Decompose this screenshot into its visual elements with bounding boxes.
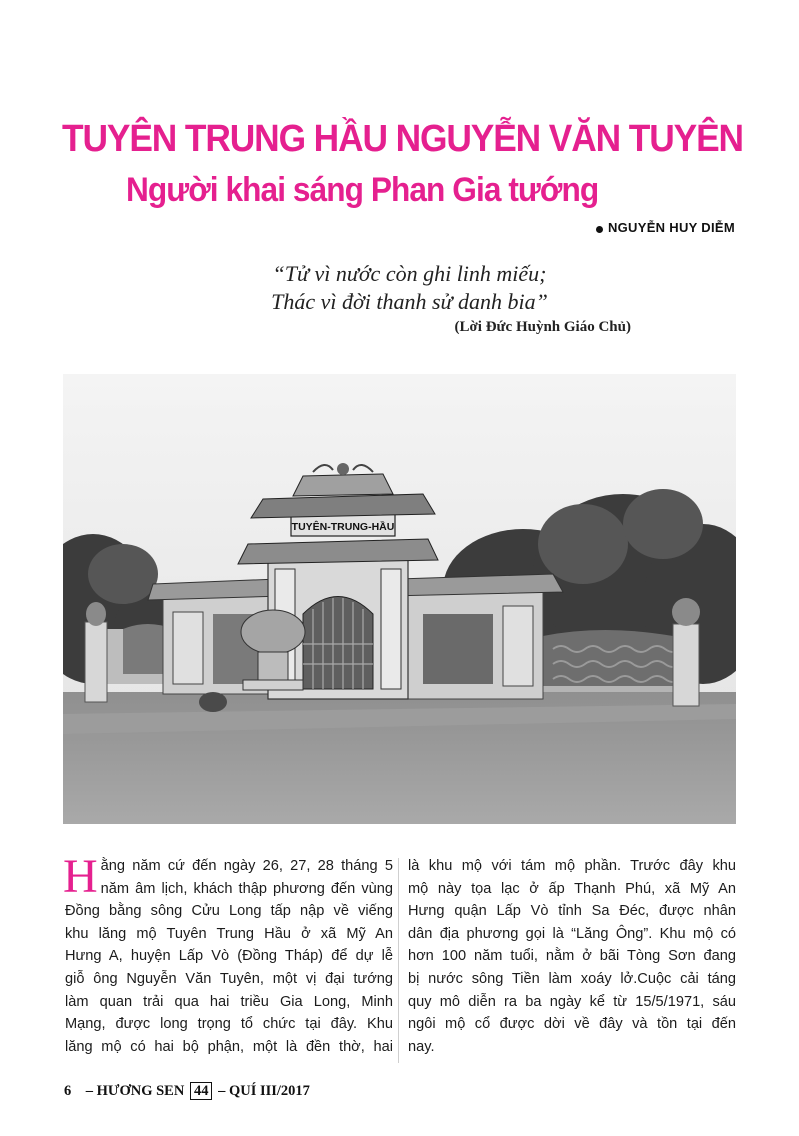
epigraph-line2: Thác vì đời thanh sử danh bia” [271,289,548,314]
body-line: mộ này tọa lạc ở ấp Thạnh Phú, xã Mỹ An [408,880,736,897]
body-line: lăng mộ có hai bộ phận, một là đền thờ, hai [65,1038,393,1055]
epigraph-line1: “Tử vì nước còn ghi linh miếu; [272,261,547,286]
body-line: năm âm lịch, khách thập phương đến vùng [100,880,393,897]
epigraph-attribution: (Lời Đức Huỳnh Giáo Chủ) [454,319,631,335]
body-line: hơn 100 năm tuổi, nằm ở bãi Tòng Sơn đang [408,948,736,965]
body-line: Hưng A, huyện Lấp Vò (Đồng Tháp) để dự lễ [65,948,393,965]
gate-sign-main: TUYÊN-TRUNG-HẦU [291,521,395,533]
body-line: giỗ ông Nguyễn Văn Tuyên, một vị đại tướng [65,970,393,987]
drop-cap: H [63,850,98,903]
article-subtitle: Người khai sáng Phan Gia tướng [126,171,599,210]
body-line: làm quan trải qua hai triều Gia Long, Minh [65,993,393,1010]
body-line: quy mô diễn ra ba ngày kể từ 15/5/1971, sáu [408,993,736,1010]
issue-period: – QUÍ III/2017 [218,1083,310,1099]
body-line: khu lăng mộ Tuyên Trung Hầu ở xã Mỹ An [65,925,393,942]
page-number: 6 [64,1083,72,1099]
body-line: là khu mộ với tám mộ phần. Trước đây khu [408,858,736,874]
body-line: ằng năm cứ đến ngày 26, 27, 28 tháng 5 [100,858,393,874]
article-title-line1: TUYÊN TRUNG HẦU NGUYỄN VĂN TUYÊN [62,118,743,161]
author-byline [596,220,735,235]
body-line: Hưng quận Lấp Vò tỉnh Sa Đéc, được nhân [408,903,736,920]
body-line: Mạng, được long trọng tổ chức tại đây. Khu [65,1016,393,1033]
issue-number: 44 [190,1082,213,1100]
body-line: ngôi mộ cổ được dời về đây và tồn tại đến [408,1016,736,1033]
column-divider [398,858,399,1063]
bullet-icon [596,226,603,233]
mausoleum-gate-photo [63,374,736,824]
magazine-name: – HƯƠNG SEN [85,1083,185,1099]
body-column-right [408,855,736,1058]
body-line: dân địa phương gọi là “Lăng Ông”. Khu mộ có [408,925,736,942]
body-line: bị nước sông Tiền làm xoáy lở.Cuộc cải táng [408,970,736,987]
body-line: Đồng bằng sông Cửu Long tấp nập về viếng [65,903,393,920]
body-line: nay. [408,1038,435,1055]
author-name: NGUYỄN HUY DIỄM [607,220,735,235]
body-column-left [63,850,393,1058]
page-footer [64,1082,310,1100]
